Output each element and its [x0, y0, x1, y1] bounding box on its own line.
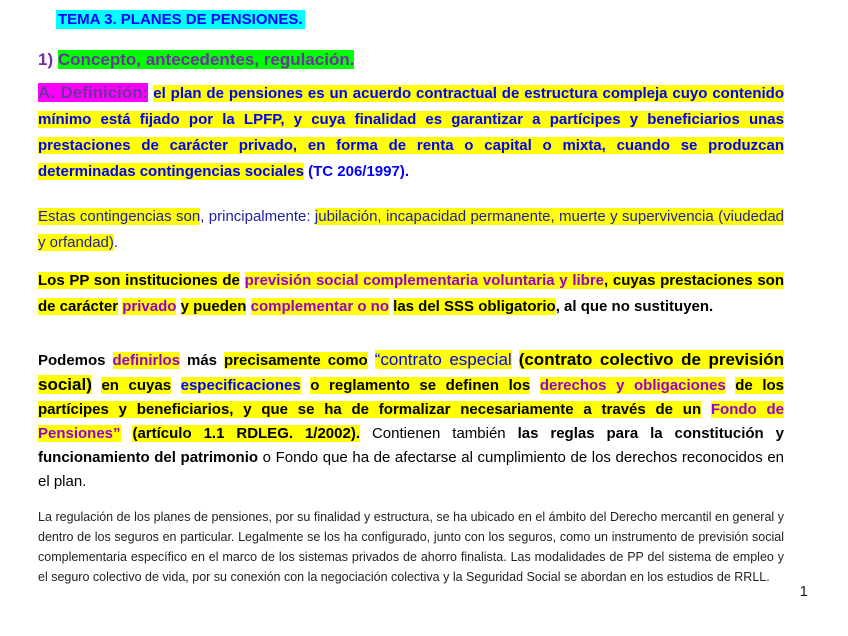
section-label: Concepto, antecedentes, regulación. [57, 50, 355, 69]
section-number: 1) [38, 50, 54, 69]
pp-paragraph [38, 268, 784, 320]
podemos-paragraph [38, 348, 784, 494]
document-title: TEMA 3. PLANES DE PENSIONES. [58, 11, 303, 28]
podemos-n: (artículo 1.1 RDLEG. 1/2002). [132, 425, 361, 442]
podemos-f: (contrato colectivo de previsión social) [38, 350, 785, 394]
pp-b: previsión social complementaria voluntaria y libre [244, 272, 605, 289]
pp-h: , al que no sustituyen. [555, 298, 714, 315]
regulation-paragraph: La regulación de los planes de pensiones, por su finalidad y estructura, se ha ubicado en el ámbito del Derecho mercantil en general y dentro de los seguros en particular. Legalmente se los ha configurado, junto con los seguros, como un instrumento de previsión social complementaria específico en el marco de los sistemas privados de ahorro finalista. Las modalidades de PP del sistema de empleo y el seguro colectivo de vida, por su conexión con la negociación colectiva y la Seguridad Social se abordan en los estudios de RRLL. [38, 510, 784, 584]
page-number: 1 [799, 583, 808, 600]
pp-g: las del SSS obligatorio [393, 298, 556, 315]
contingencies-a: Estas contingencias son [38, 208, 201, 225]
podemos-c: más [187, 352, 218, 369]
contingencies-b: , principalmente: [200, 208, 311, 225]
contingencies-c: jubilación, incapacidad permanente, muerte y supervivencia (viudedad y orfandad) [38, 208, 784, 251]
podemos-b: definirlos [112, 352, 181, 369]
pp-d: privado [122, 298, 177, 315]
podemos-o: Contienen también [371, 425, 506, 442]
podemos-j: derechos y obligaciones [539, 377, 726, 394]
section-heading [38, 50, 784, 70]
podemos-a: Podemos [38, 352, 106, 369]
podemos-p: las reglas para la constitución y funcionamiento del patrimonio [38, 425, 784, 466]
definition-label: A. Definición: [38, 83, 149, 102]
podemos-e: “contrato especial [374, 350, 512, 369]
podemos-h: especificaciones [180, 377, 301, 394]
podemos-l: Fondo de Pensiones [38, 401, 784, 442]
pp-a: Los PP son instituciones de [38, 272, 240, 289]
podemos-d: precisamente como [224, 352, 368, 369]
pp-e: y pueden [180, 298, 247, 315]
definition-text: el plan de pensiones es un acuerdo contractual de estructura compleja cuyo contenido mínimo está fijado por la LPFP, y cuya finalidad es garantizar a partícipes y beneficiarios unas prestaciones de carácter privado, en forma de renta o capital o mixta, cuando se produzcan determinadas contingencias sociales [38, 85, 784, 180]
definition-ref: (TC 206/1997). [308, 163, 409, 180]
contingencies-paragraph [38, 204, 784, 256]
podemos-g: en cuyas [101, 377, 172, 394]
pp-f: complementar o no [250, 298, 389, 315]
podemos-m: ” [113, 425, 121, 442]
definition-paragraph [38, 80, 784, 185]
podemos-i: o reglamento se definen los [310, 377, 531, 394]
contingencies-d: . [113, 234, 119, 251]
pp-c: , cuyas prestaciones son de carácter [38, 272, 785, 315]
podemos-q: o Fondo que ha de afectarse al cumplimiento de los derechos reconocidos en el plan. [38, 449, 785, 490]
podemos-k: de los partícipes y beneficiarios, y que se ha de formalizar necesariamente a través de un [38, 377, 785, 418]
